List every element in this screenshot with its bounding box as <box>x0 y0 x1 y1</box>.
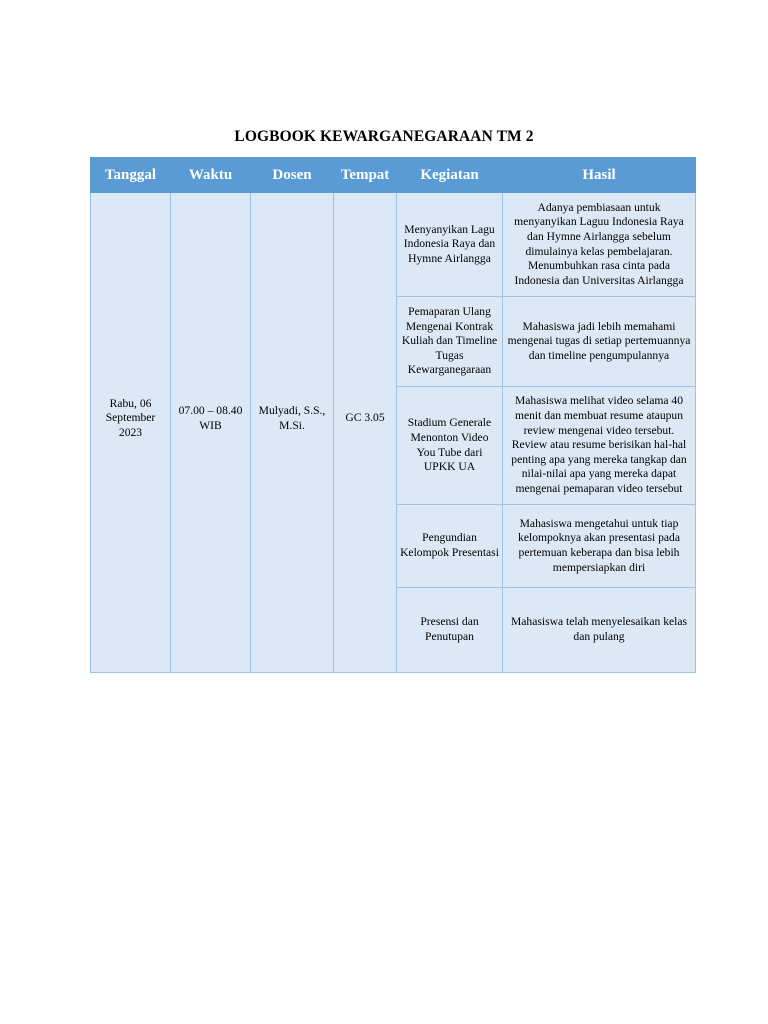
cell-hasil: Adanya pembiasaan untuk menyanyikan Laguu Indonesia Raya dan Hymne Airlangga sebelum dimulainya kelas pembelajaran. Menumbuhkan rasa cinta pada Indonesia dan Universitas Airlangga <box>503 193 696 297</box>
table-row <box>91 193 696 297</box>
header-tanggal: Tanggal <box>91 158 171 193</box>
table-body <box>91 193 696 673</box>
cell-tempat: GC 3.05 <box>334 193 397 673</box>
table-header <box>91 158 696 193</box>
cell-waktu: 07.00 – 08.40 WIB <box>171 193 251 673</box>
cell-dosen: Mulyadi, S.S., M.Si. <box>251 193 334 673</box>
cell-kegiatan: Stadium Generale Menonton Video You Tube dari UPKK UA <box>397 387 503 505</box>
cell-kegiatan: Pengundian Kelompok Presentasi <box>397 505 503 588</box>
cell-hasil: Mahasiswa telah menyelesaikan kelas dan pulang <box>503 588 696 673</box>
header-hasil: Hasil <box>503 158 696 193</box>
cell-tanggal: Rabu, 06 September 2023 <box>91 193 171 673</box>
logbook-table <box>90 157 696 673</box>
header-kegiatan: Kegiatan <box>397 158 503 193</box>
cell-hasil: Mahasiswa jadi lebih memahami mengenai tugas di setiap pertemuannya dan timeline pengumpulannya <box>503 297 696 387</box>
cell-kegiatan: Pemaparan Ulang Mengenai Kontrak Kuliah dan Timeline Tugas Kewarganegaraan <box>397 297 503 387</box>
cell-kegiatan: Presensi dan Penutupan <box>397 588 503 673</box>
header-tempat: Tempat <box>334 158 397 193</box>
header-row <box>91 158 696 193</box>
cell-hasil: Mahasiswa melihat video selama 40 menit dan membuat resume ataupun review mengenai video tersebut. Review atau resume berisikan hal-hal penting apa yang mereka tangkap dan nilai-nilai apa yang mereka dapat mengenai pemaparan video tersebut <box>503 387 696 505</box>
cell-hasil: Mahasiswa mengetahui untuk tiap kelompoknya akan presentasi pada pertemuan keberapa dan bisa lebih mempersiapkan diri <box>503 505 696 588</box>
cell-kegiatan: Menyanyikan Lagu Indonesia Raya dan Hymne Airlangga <box>397 193 503 297</box>
header-waktu: Waktu <box>171 158 251 193</box>
page-title: LOGBOOK KEWARGANEGARAAN TM 2 <box>234 128 534 145</box>
header-dosen: Dosen <box>251 158 334 193</box>
